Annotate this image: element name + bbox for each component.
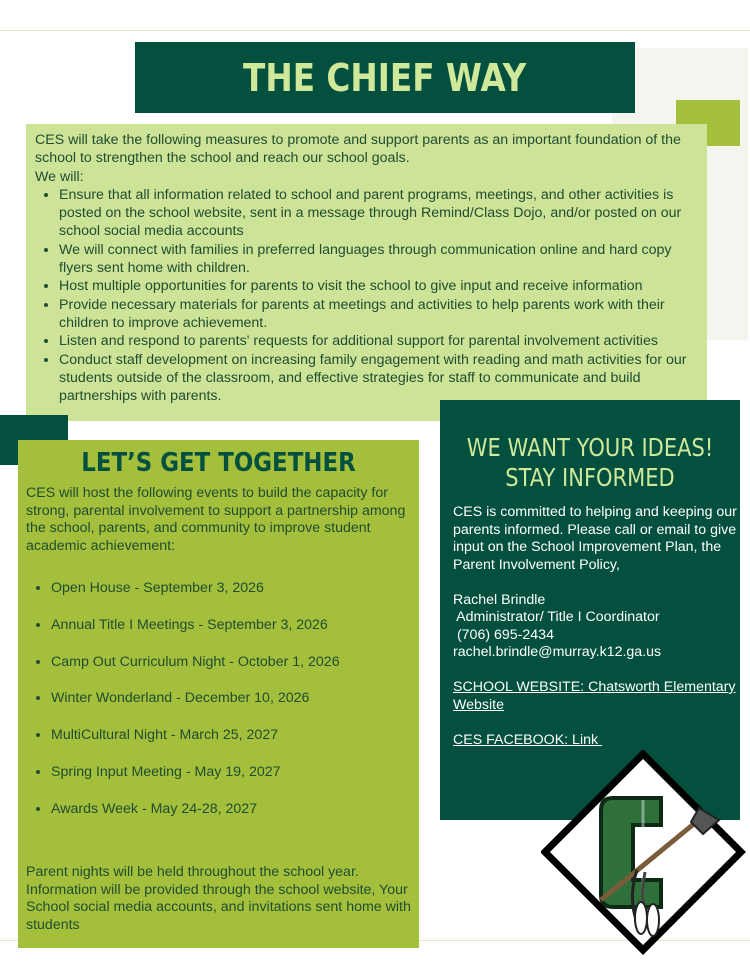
list-item: • Camp Out Curriculum Night - October 1, 2026 xyxy=(51,654,340,691)
chief-c-logo-icon xyxy=(541,750,746,955)
facebook-link[interactable]: Link xyxy=(568,731,603,748)
together-section xyxy=(18,440,419,948)
contact-email: rachel.brindle@murray.k12.ga.us xyxy=(453,644,662,660)
ideas-heading-line1: WE WANT YOUR IDEAS! xyxy=(466,433,714,462)
list-item: • Ensure that all information related to school and parent programs, meetings, and other activities is posted on the school website, sent in a message through Remind/Class Dojo, and/or posted on our school social media accounts xyxy=(59,186,697,241)
list-item: • Awards Week - May 24-28, 2027 xyxy=(51,801,340,838)
events-list xyxy=(26,580,340,838)
contact-role: Administrator/ Title I Coordinator xyxy=(453,609,660,625)
together-footer: Parent nights will be held throughout the school year. Information will be provided through the school website, Your School social media accounts, and invitations sent home with students xyxy=(26,864,411,933)
website-line xyxy=(453,679,737,714)
page-title: THE CHIEF WAY xyxy=(243,55,527,100)
contact-name: Rachel Brindle xyxy=(453,591,546,608)
title-banner xyxy=(135,42,635,113)
list-item: • Conduct staff development on increasing family engagement with reading and math activities for our students outside of the classroom, and effective strategies for staff to communicate and build partnerships with parents. xyxy=(59,351,697,406)
ideas-paragraph: CES is committed to helping and keeping our parents informed. Please call or email to give input on the School Improvement Plan, the Parent Involvement Policy, xyxy=(453,504,737,573)
ideas-heading-line2: STAY INFORMED xyxy=(505,463,675,492)
ideas-heading xyxy=(464,433,716,493)
facebook-label[interactable]: CES FACEBOOK: xyxy=(453,731,569,748)
ideas-body xyxy=(453,504,737,749)
website-link[interactable]: Chatsworth Elementary Website xyxy=(453,679,736,713)
measures-section xyxy=(26,124,707,421)
facebook-line xyxy=(453,732,737,750)
top-rule xyxy=(0,30,750,31)
website-label[interactable]: SCHOOL WEBSITE: xyxy=(453,679,585,695)
list-item: • Host multiple opportunities for parents to visit the school to give input and receive information xyxy=(59,277,697,295)
together-heading: LET’S GET TOGETHER xyxy=(81,448,356,478)
measures-intro: CES will take the following measures to promote and support parents as an important foundation of the school to strengthen the school and reach our school goals. xyxy=(35,132,681,167)
list-item: • Provide necessary materials for parents at meetings and activities to help parents work with their children to improve achievement. xyxy=(59,296,697,333)
measures-list xyxy=(35,186,697,406)
we-will-label: We will: xyxy=(35,168,84,185)
list-item: • Spring Input Meeting - May 19, 2027 xyxy=(51,764,340,801)
list-item: • Annual Title I Meetings - September 3, 2026 xyxy=(51,617,340,654)
list-item: • Open House - September 3, 2026 xyxy=(51,580,340,617)
together-intro: CES will host the following events to build the capacity for strong, parental involvement to support a partnership among the school, parents, and community to improve student academic achievement: xyxy=(26,485,406,554)
list-item: • Listen and respond to parents' requests for additional support for parental involvement activities xyxy=(59,332,697,350)
contact-phone: (706) 695-2434 xyxy=(453,626,554,643)
list-item: • Winter Wonderland - December 10, 2026 xyxy=(51,690,340,727)
list-item: • We will connect with families in preferred languages through communication online and hard copy flyers sent home with children. xyxy=(59,241,697,278)
list-item: • MultiCultural Night - March 25, 2027 xyxy=(51,727,340,764)
